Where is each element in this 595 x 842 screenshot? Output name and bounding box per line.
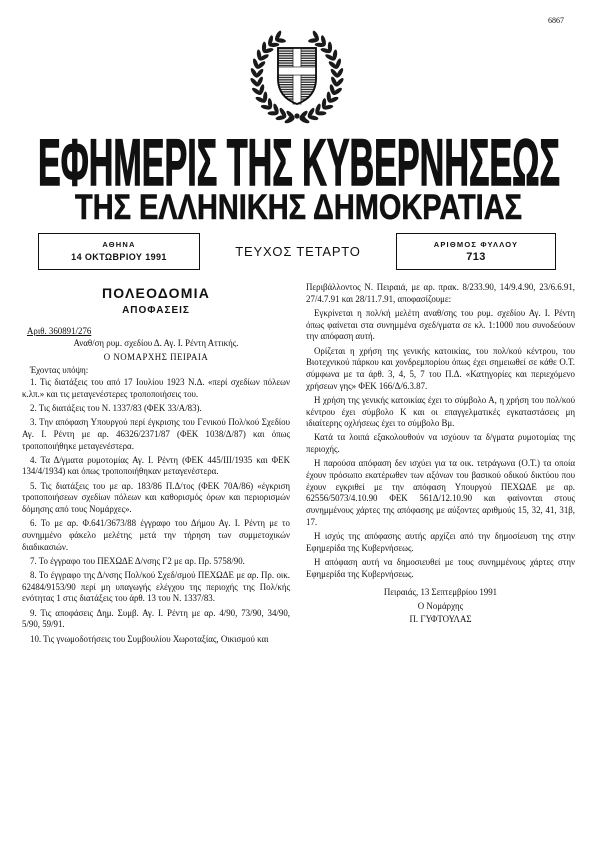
considering-item: 3. Την απόφαση Υπουργού περί έγκρισης του Γενικού Πολ/κού Σχεδίου Αγ. Ι. Ρέντη με αρ. 46326/2371/87 (ΦΕΚ 1038/Δ/87) και όπως τροποποιήθηκε μεταγενέστερα. [22, 417, 290, 451]
sheet-number-label: ΑΡΙΘΜΟΣ ΦΥΛΛΟΥ [433, 240, 519, 249]
right-column [306, 282, 575, 627]
issue-place-date-box [38, 233, 200, 270]
masthead-subtitle [75, 188, 522, 227]
considering-heading: Έχοντας υπόψη: [30, 365, 89, 375]
considering-item: 10. Τις γνωμοδοτήσεις του Συμβουλίου Χωροταξίας, Οικισμού και [30, 633, 269, 644]
section-subtitle: ΑΠΟΦΑΣΕΙΣ [122, 305, 190, 316]
page-number: 6867 [548, 16, 564, 25]
decision-paragraph: Η ισχύς της απόφασης αυτής αρχίζει από την δημοσίευση της στην Εφημερίδα της Κυβερνήσεως. [306, 531, 575, 553]
considering-item-continuation: Περιβάλλοντος Ν. Πειραιά, με αρ. πρακ. 8/233.90, 14/9.4.90, 23/6.6.91, 27/4.7.91 και 28/11.7.91, αποφασίζουμε: [306, 282, 575, 304]
left-column [22, 284, 290, 648]
issue-date: 14 ΟΚΤΩΒΡΙΟΥ 1991 [71, 252, 167, 262]
decision-paragraph: Η παρούσα απόφαση δεν ισχύει για τα οικ. τετράγωνα (Ο.Τ.) τα οποία έχουν πρόσωπο εκατέρωθεν των αξόνων του βασικού οδικού δικτύου που έχουν εγκριθεί με την απόφαση Υπουργού ΠΕΧΩΔΕ με αρ. 62556/5073/4.10.90 ΦΕΚ 561Δ/12.10.90 και φαίνονται στους συνημμένους χάρτες της απόφασης με αύξοντες αριθμούς 15, 32, 41, 31β, 17. [306, 458, 575, 527]
considering-item: 1. Τις διατάξεις του από 17 Ιουλίου 1923 Ν.Δ. «περί σχεδίων πόλεων κ.λπ.» και τις μεταγενέστερες τροποποιήσεις του. [22, 377, 290, 399]
decision-paragraph: Ορίζεται η χρήση της γενικής κατοικίας, του πολ/κού κέντρου, του Βιοτεχνικού πάρκου και χονδρεμπορίου όπως έχει σημειωθεί σε κάθε Ο.Τ. σύμφωνα με τα άρθ. 3, 4, 5, 7 του Π.Δ. «Κατηγορίες και περιεχόμενο χρήσεων γης» ΦΕΚ 166/Δ/6.3.87. [306, 345, 575, 391]
masthead-title-text: ΕΦΗΜΕΡΙΣ ΤΗΣ ΚΥΒΕΡΝΗΣΕΩΣ [38, 125, 560, 199]
considering-item: 4. Τα Δ/γματα ρυμοτομίας Αγ. Ι. Ρέντη (ΦΕΚ 445/ΙΙΙ/1935 και ΦΕΚ 134/4/1934) και όπως τροποποιήθηκαν μεταγενέστερα. [22, 454, 290, 477]
decision-paragraph: Η απόφαση αυτή να δημοσιευθεί με τους συνημμένους χάρτες στην Εφημερίδα της Κυβερνήσεως. [306, 556, 575, 579]
place-date: Πειραιάς, 13 Σεπτεμβρίου 1991 [383, 587, 498, 598]
issue-series: ΤΕΥΧΟΣ ΤΕΤΑΡΤΟ [235, 244, 361, 259]
considering-item: 6. Το με αρ. Φ.641/3673/88 έγγραφο του Δήμου Αγ. Ι. Ρέντη με το συνημμένο φάκελο μελέτης μετά την τήρηση των συμμετοχικών διαδικασιών. [22, 518, 290, 552]
decision-issuer: Ο ΝΟΜΑΡΧΗΣ ΠΕΙΡΑΙΑ [103, 352, 209, 362]
decision-paragraph: Κατά τα λοιπά εξακολουθούν να ισχύουν τα δ/γματα ρυμοτομίας της περιοχής. [306, 432, 575, 455]
coat-of-arms-icon [249, 24, 345, 124]
signature-block [306, 586, 575, 627]
considering-item: 8. Το έγγραφο της Δ/νσης Πολ/κού Σχεδ/σμού ΠΕΧΩΔΕ με αρ. Πρ. οικ. 62484/9153/90 περί μη υπαγωγής ελέγχου της περιοχής της Πολ/κής ενότητας 1 στις διατάξεις του άρθ. 13 του Ν. 1337/83. [22, 570, 290, 604]
masthead-title [38, 125, 560, 199]
decision-paragraph: Εγκρίνεται η πολ/κή μελέτη αναθ/σης του ρυμ. σχεδίου Αγ. Ι. Ρέντη όπως φαίνεται στα συνημμένα σχεδ/γματα σε κλ. 1:1000 που συνοδεύουν την απόφαση αυτή. [306, 307, 575, 342]
issue-city: ΑΘΗΝΑ [102, 240, 136, 249]
section-title: ΠΟΛΕΟΔΟΜΙΑ [101, 285, 211, 301]
signatory-title: Ο Νομάρχης [417, 600, 464, 611]
decision-paragraph: Η χρήση της γενικής κατοικίας έχει το σύμβολο Α, η χρήση του πολ/κού κέντρου έχει σύμβολο Κ και οι επαγγελματικές εγκαταστάσεις μη ιδιαίτερης οχλήσεως έχει το σύμβολο Βμ. [306, 394, 575, 429]
decision-number: Αριθ. 360891/276 [27, 326, 92, 336]
considering-item: 9. Τις αποφάσεις Δημ. Συμβ. Αγ. Ι. Ρέντη με αρ. 4/90, 73/90, 34/90, 5/90, 59/91. [22, 607, 290, 630]
issue-sheet-box [396, 233, 556, 270]
considering-item: 5. Τις διατάξεις του με αρ. 183/86 Π.Δ/τος (ΦΕΚ 70Α/86) «έγκριση τροποποιήσεων σχεδίων πόλεων και καθορισμός όρων και περιορισμών δόμησης από τους Νομάρχες». [22, 480, 290, 515]
shield [278, 48, 316, 104]
decision-subject: Αναθ/ση ρυμ. σχεδίου Δ. Αγ. Ι. Ρέντη Αττικής. [73, 338, 239, 348]
sheet-number: 713 [466, 251, 486, 263]
considering-item: 7. Το έγγραφο του ΠΕΧΩΔΕ Δ/νσης Γ2 με αρ. Πρ. 5758/90. [30, 555, 245, 566]
masthead-subtitle-text: ΤΗΣ ΕΛΛΗΝΙΚΗΣ ΔΗΜΟΚΡΑΤΙΑΣ [75, 188, 522, 227]
considering-item: 2. Τις διατάξεις του Ν. 1337/83 (ΦΕΚ 33/Α/83). [30, 402, 202, 413]
signatory-name: Π. ΓΥΦΤΟΥΛΑΣ [409, 614, 472, 625]
